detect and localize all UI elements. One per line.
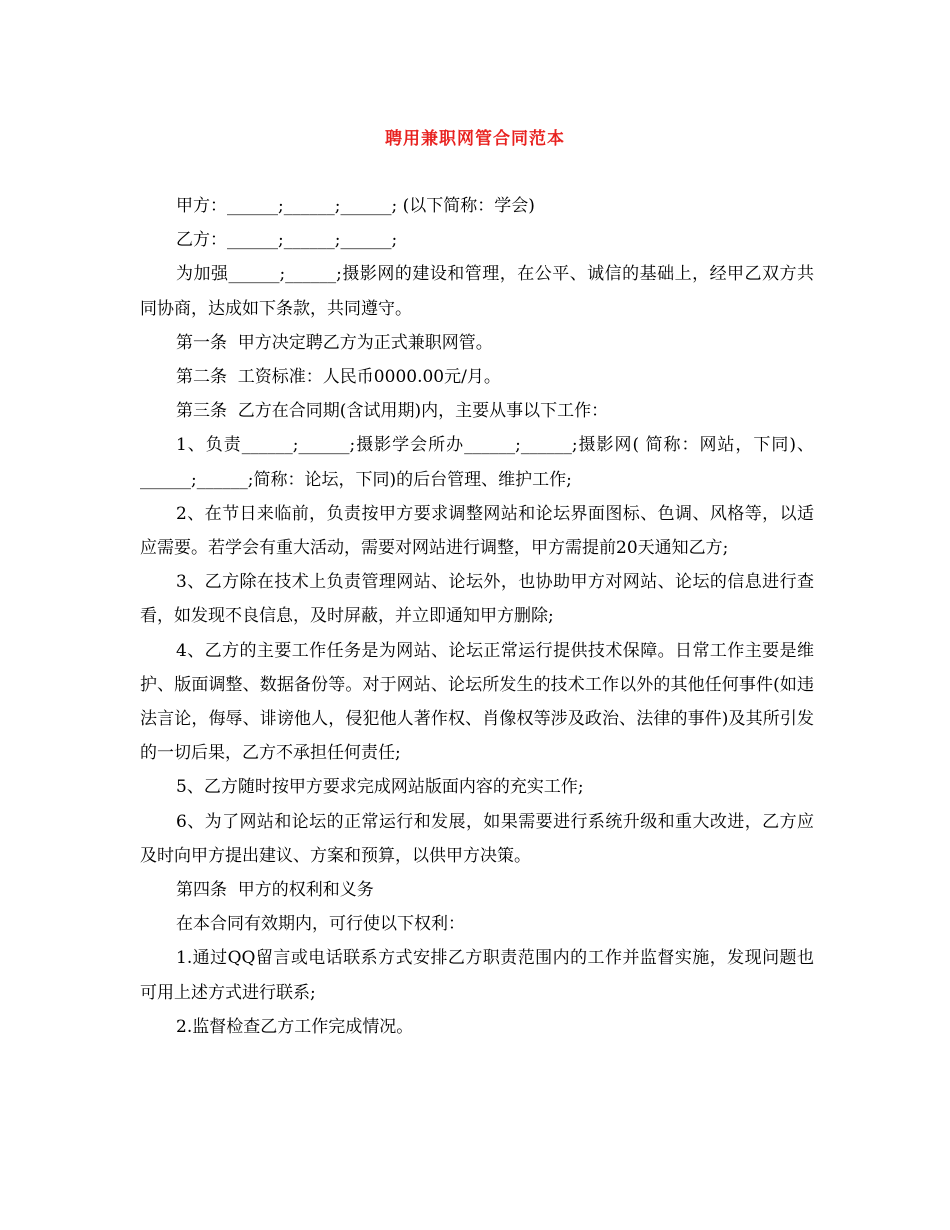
document-title: 聘用兼职网管合同范本: [385, 129, 565, 149]
paragraph-article-3: 第三条 乙方在合同期(含试用期)内，主要从事以下工作：: [176, 401, 609, 422]
paragraph-article-4-intro: 在本合同有效期内，可行使以下权利：: [176, 914, 465, 935]
paragraph-article-2: 第二条 工资标准：人民币0000.00元/月。: [176, 367, 501, 388]
paragraph-article-3-item-6: 6、为了网站和论坛的正常运行和发展，如果需要进行系统升级和重大改进，乙方应及时向甲方提出建议、方案和预算，以供甲方决策。: [140, 811, 814, 866]
paragraph-party-b: 乙方：______;______;______;: [176, 230, 398, 251]
document-body: [140, 189, 814, 1044]
paragraph-article-3-item-3: 3、乙方除在技术上负责管理网站、论坛外，也协助甲方对网站、论坛的信息进行查看，如发现不良信息，及时屏蔽，并立即通知甲方删除;: [140, 572, 814, 627]
paragraph-article-4: 第四条 甲方的权利和义务: [176, 880, 374, 901]
paragraph-article-4-item-1: 1.通过QQ留言或电话联系方式安排乙方职责范围内的工作并监督实施，发现问题也可用上述方式进行联系;: [140, 948, 814, 1003]
paragraph-article-3-item-5: 5、乙方随时按甲方要求完成网站版面内容的充实工作;: [176, 777, 584, 798]
paragraph-article-3-item-1: 1、负责______;______;摄影学会所办______;______;摄影网( 简称：网站，下同)、______;______;简称：论坛，下同)的后台管理、维护工作;: [140, 435, 814, 490]
paragraph-party-a: 甲方：______;______;______; (以下简称：学会): [176, 196, 535, 216]
paragraph-article-4-item-2: 2.监督检查乙方工作完成情况。: [176, 1016, 414, 1037]
paragraph-article-3-item-4: 4、乙方的主要工作任务是为网站、论坛正常运行提供技术保障。日常工作主要是维护、版面调整、数据备份等。对于网站、论坛所发生的技术工作以外的其他任何事件(如违法言论，侮辱、诽谤他人，侵犯他人著作权、肖像权等涉及政治、法律的事件)及其所引发的一切后果，乙方不承担任何责任;: [140, 640, 814, 764]
paragraph-preamble: 为加强______;______;摄影网的建设和管理，在公平、诚信的基础上，经甲乙双方共同协商，达成如下条款，共同遵守。: [140, 264, 814, 319]
paragraph-article-3-item-2: 2、在节日来临前，负责按甲方要求调整网站和论坛界面图标、色调、风格等，以适应需要。若学会有重大活动，需要对网站进行调整，甲方需提前20天通知乙方;: [140, 503, 814, 559]
paragraph-article-1: 第一条 甲方决定聘乙方为正式兼职网管。: [176, 332, 493, 353]
